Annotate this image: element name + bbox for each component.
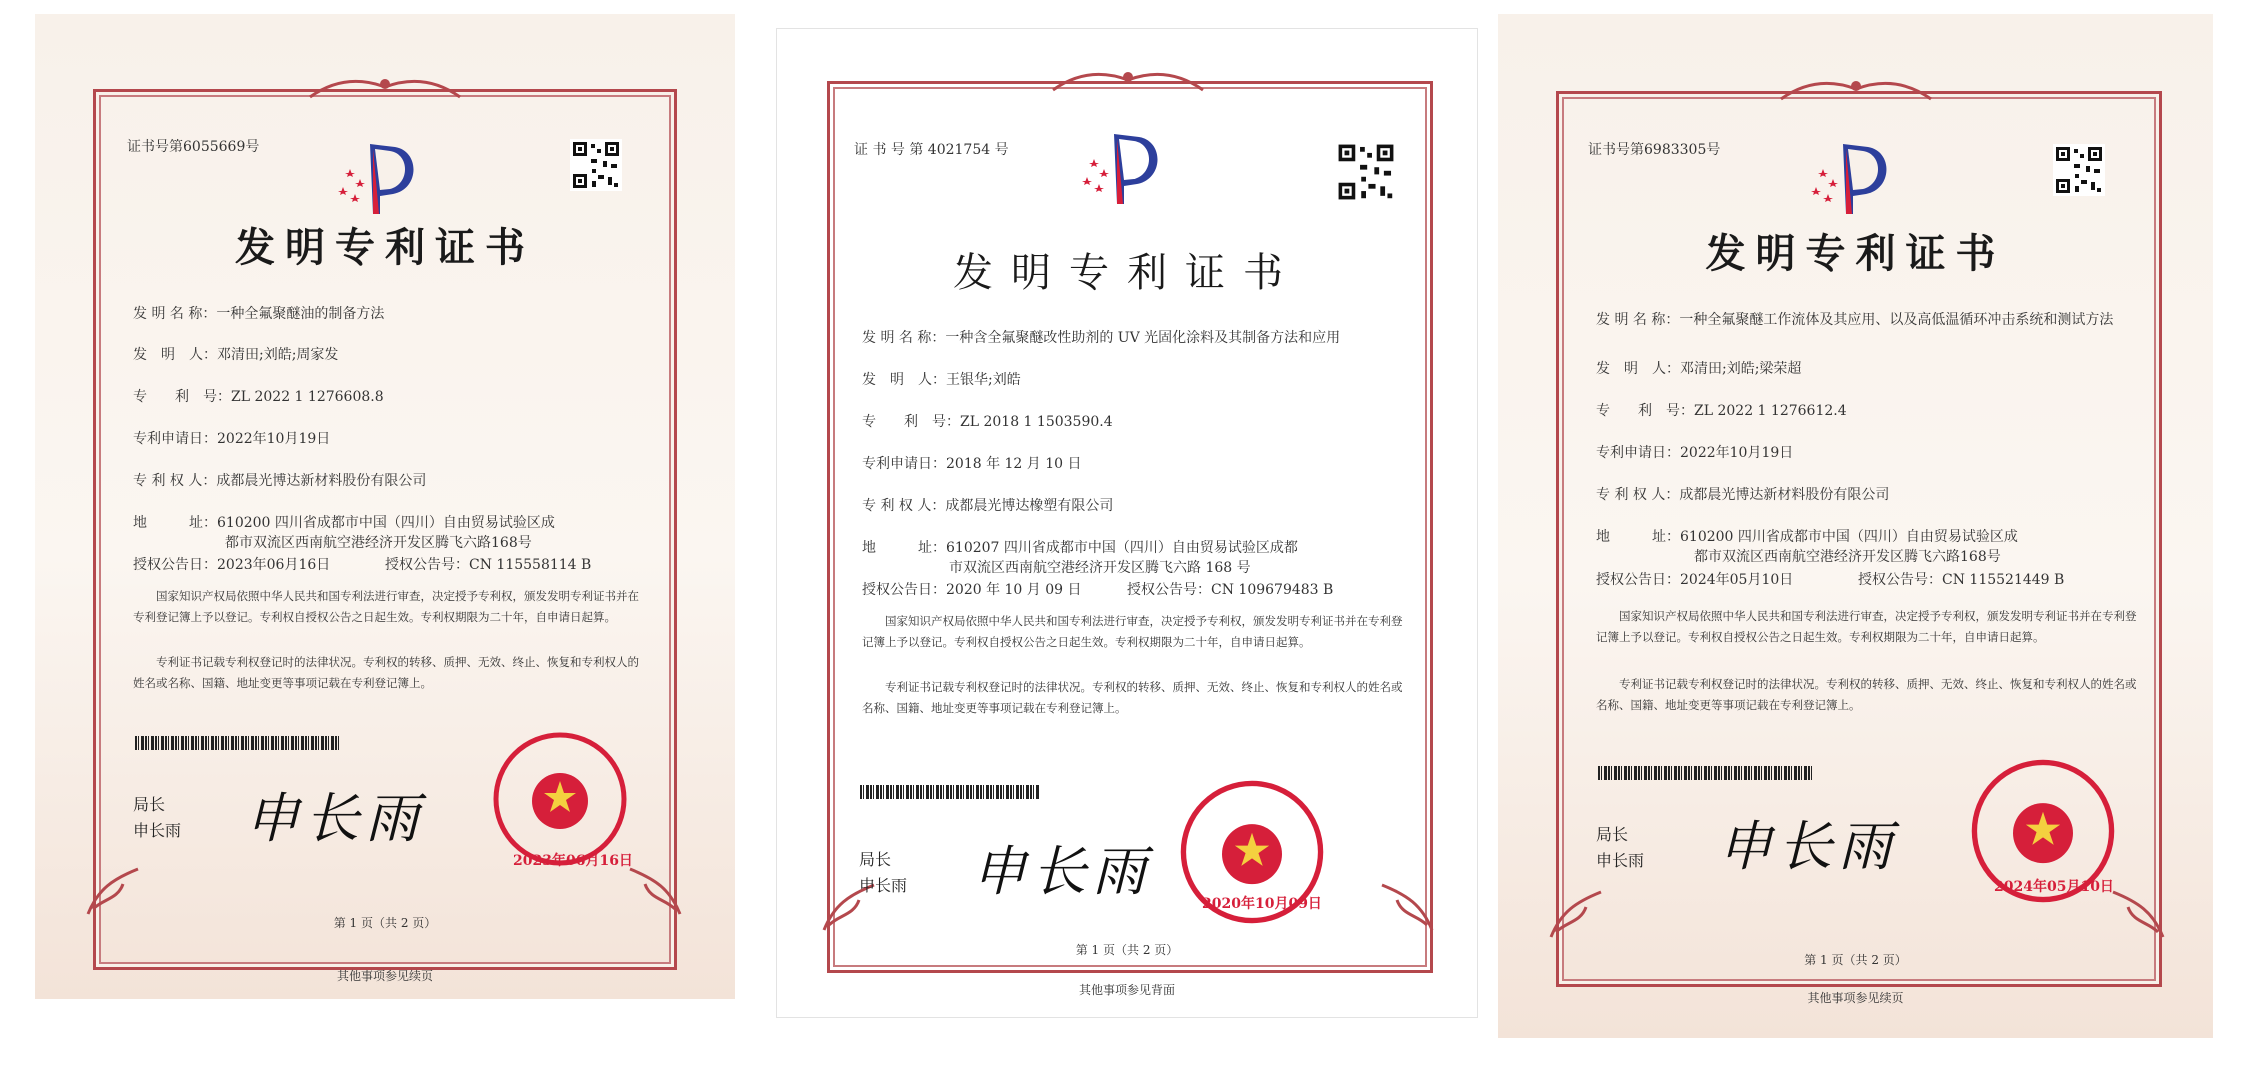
certificate-number: 证 书 号 第 4021754 号	[854, 142, 1009, 158]
address-line-2: 市双流区西南航空港经济开发区腾飞六路 168 号	[949, 560, 1251, 576]
director-title: 局长	[859, 850, 892, 869]
patent-holder-field: 专 利 权 人：成都晨光博达新材料股份有限公司	[133, 473, 427, 489]
seal-date: 2024年05月10日	[1994, 879, 2114, 895]
cnipa-logo-icon	[335, 139, 425, 219]
invention-name-field: 发 明 名 称：一种含全氟聚醚改性助剂的 UV 光固化涂料及其制备方法和应用	[862, 330, 1341, 346]
qr-code-icon	[1335, 141, 1397, 203]
director-name: 申长雨	[859, 876, 908, 895]
ornament-corner-icon	[1546, 882, 1606, 942]
patent-number-field: 专 利 号：ZL 2018 1 1503590.4	[862, 414, 1113, 430]
official-seal-icon	[490, 729, 630, 869]
director-signature: 申长雨	[245, 787, 425, 850]
director-name: 申长雨	[133, 821, 182, 840]
certificate-2	[776, 28, 1478, 1018]
certificate-statement: 国家知识产权局依照中华人民共和国专利法进行审查，决定授予专利权，颁发发明专利证书并在专利登记簿上予以登记。专利权自授权公告之日起生效。专利权期限为二十年，自申请日起算。	[862, 614, 1403, 649]
cnipa-logo-icon	[1079, 129, 1169, 209]
director-block	[859, 847, 907, 899]
page-number: 第 1 页（共 2 页）	[333, 916, 437, 930]
certificate-1	[35, 14, 735, 999]
ornament-corner-icon	[83, 859, 143, 919]
address-line-2: 都市双流区西南航空港经济开发区腾飞六路168号	[225, 535, 532, 551]
seal-date: 2023年06月16日	[513, 853, 633, 869]
grant-date-field: 授权公告日：2020 年 10 月 09 日	[862, 582, 1082, 598]
director-block	[133, 792, 181, 844]
page-number: 第 1 页（共 2 页）	[1075, 943, 1179, 957]
certificate-title: 发明专利证书	[953, 250, 1301, 296]
barcode	[860, 785, 1040, 799]
footer-note: 其他事项参见背面	[1078, 983, 1175, 997]
barcode	[1598, 766, 1813, 780]
cnipa-logo-icon	[1808, 139, 1898, 219]
announcement-number-field: 授权公告号：CN 115558114 B	[385, 557, 592, 573]
certificate-statement: 国家知识产权局依照中华人民共和国专利法进行审查，决定授予专利权，颁发发明专利证书并在专利登记簿上予以登记。专利权自授权公告之日起生效。专利权期限为二十年，自申请日起算。	[133, 589, 639, 624]
patent-holder-field: 专 利 权 人：成都晨光博达橡塑有限公司	[862, 498, 1114, 514]
ornament-top-icon	[305, 72, 465, 102]
certificate-number: 证书号第6983305号	[1588, 142, 1721, 158]
director-name: 申长雨	[1596, 851, 1645, 870]
patent-number-field: 专 利 号：ZL 2022 1 1276612.4	[1596, 403, 1847, 419]
address-field: 地 址：610207 四川省成都市中国（四川）自由贸易试验区成都	[862, 540, 1298, 556]
seal-date: 2020年10月09日	[1202, 896, 1322, 912]
grant-date-field: 授权公告日：2023年06月16日	[133, 557, 331, 573]
director-signature: 申长雨	[972, 840, 1152, 903]
qr-code-icon	[570, 139, 622, 191]
ornament-top-icon	[1048, 65, 1208, 95]
address-field: 地 址：610200 四川省成都市中国（四川）自由贸易试验区成	[133, 515, 555, 531]
announcement-number-field: 授权公告号：CN 109679483 B	[1127, 582, 1334, 598]
certificate-title: 发明专利证书	[1705, 230, 2006, 277]
footer-note: 其他事项参见续页	[336, 969, 433, 983]
address-field: 地 址：610200 四川省成都市中国（四川）自由贸易试验区成	[1596, 529, 2018, 545]
filing-date-field: 专利申请日：2022年10月19日	[1596, 445, 1794, 461]
certificate-statement: 国家知识产权局依照中华人民共和国专利法进行审查，决定授予专利权，颁发发明专利证书并在专利登记簿上予以登记。专利权自授权公告之日起生效。专利权期限为二十年，自申请日起算。	[1596, 609, 2137, 644]
director-signature: 申长雨	[1718, 815, 1898, 878]
certificate-legal-note: 专利证书记载专利权登记时的法律状况。专利权的转移、质押、无效、终止、恢复和专利权人的姓名或名称、国籍、地址变更等事项记载在专利登记簿上。	[862, 680, 1403, 715]
ornament-corner-icon	[1377, 875, 1437, 935]
certificate-3	[1498, 14, 2213, 1038]
certificate-legal-note: 专利证书记载专利权登记时的法律状况。专利权的转移、质押、无效、终止、恢复和专利权人的姓名或名称、国籍、地址变更等事项记载在专利登记簿上。	[1596, 677, 2137, 712]
page-number: 第 1 页（共 2 页）	[1804, 953, 1907, 967]
director-title: 局长	[1596, 825, 1629, 844]
patent-number-field: 专 利 号：ZL 2022 1 1276608.8	[133, 389, 384, 405]
barcode	[135, 736, 340, 750]
invention-name-field: 发 明 名 称：一种全氟聚醚油的制备方法	[133, 306, 385, 322]
inventors-field: 发 明 人：王银华;刘皓	[862, 372, 1021, 388]
inventors-field: 发 明 人：邓清田;刘皓;梁荣超	[1596, 361, 1802, 377]
director-block	[1596, 822, 1644, 874]
patent-holder-field: 专 利 权 人：成都晨光博达新材料股份有限公司	[1596, 487, 1890, 503]
ornament-top-icon	[1776, 74, 1936, 104]
qr-code-icon	[2053, 144, 2105, 196]
inventors-field: 发 明 人：邓清田;刘皓;周家发	[133, 347, 339, 363]
invention-name-field: 发 明 名 称：一种全氟聚醚工作流体及其应用、以及高低温循环冲击系统和测试方法	[1596, 312, 2114, 328]
filing-date-field: 专利申请日：2018 年 12 月 10 日	[862, 456, 1082, 472]
certificate-title: 发明专利证书	[235, 224, 535, 271]
certificate-legal-note: 专利证书记载专利权登记时的法律状况。专利权的转移、质押、无效、终止、恢复和专利权人的姓名或名称、国籍、地址变更等事项记载在专利登记簿上。	[133, 655, 639, 690]
director-title: 局长	[133, 795, 166, 814]
grant-date-field: 授权公告日：2024年05月10日	[1596, 572, 1794, 588]
ornament-corner-icon	[625, 859, 685, 919]
certificate-number: 证书号第6055669号	[127, 139, 260, 155]
announcement-number-field: 授权公告号：CN 115521449 B	[1858, 572, 2065, 588]
address-line-2: 都市双流区西南航空港经济开发区腾飞六路168号	[1694, 549, 2001, 565]
footer-note: 其他事项参见续页	[1807, 991, 1904, 1005]
filing-date-field: 专利申请日：2022年10月19日	[133, 431, 331, 447]
